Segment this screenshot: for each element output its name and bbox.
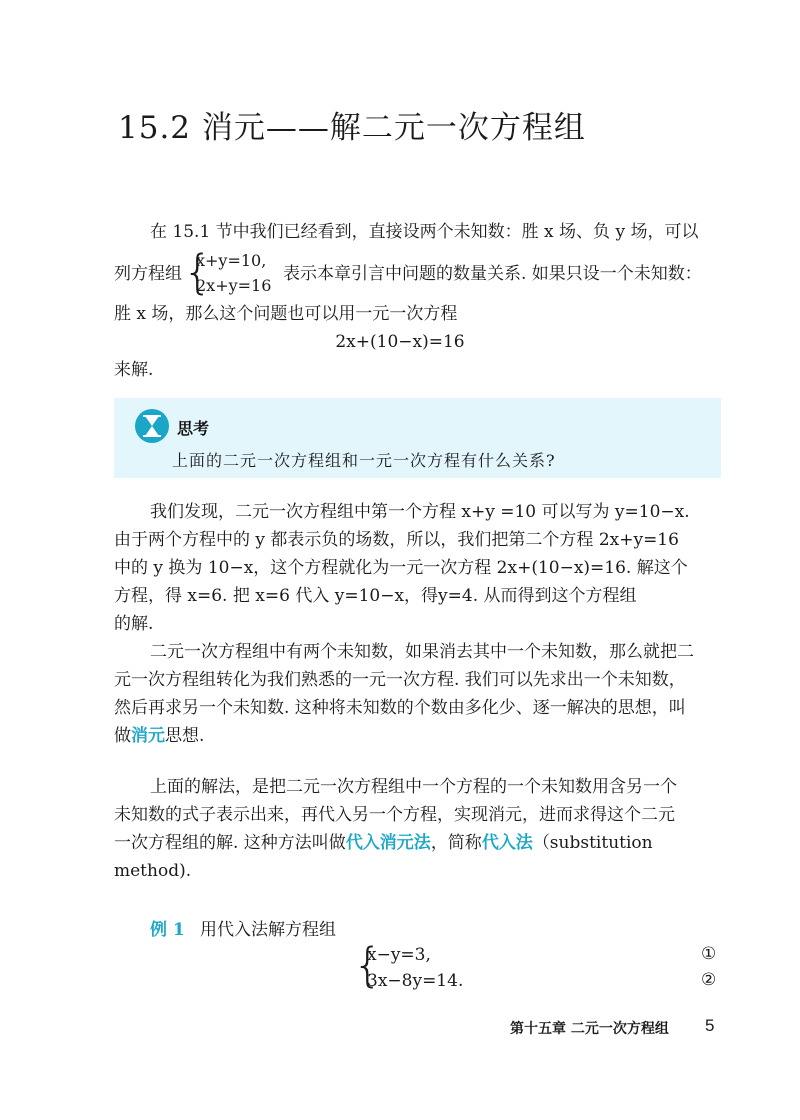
text-line [114, 831, 653, 855]
term-substitution-elimination: 代入消元法 [345, 833, 431, 853]
text-span: 一次方程组的解. 这种方法叫做 [114, 833, 346, 853]
think-question: 上面的二元一次方程组和一元一次方程有什么关系? [172, 451, 556, 470]
page-title: 15.2 消元——解二元一次方程组 [118, 110, 586, 146]
text-span: （substitution [532, 833, 653, 853]
text-line: method). [114, 861, 192, 881]
text-line: 方程，得 x=6. 把 x=6 代入 y=10−x，得y=4. 从而得到这个方程组 [114, 586, 637, 606]
text-line: 胜 x 场，那么这个问题也可以用一元一次方程 [114, 304, 458, 324]
equation-marker: ① [701, 944, 717, 964]
system-brace: { [353, 938, 383, 992]
text-line: 元一次方程组转化为我们熟悉的一元一次方程. 我们可以先求出一个未知数， [114, 670, 686, 690]
text-line [114, 724, 204, 748]
text-line: 的解. [114, 614, 154, 634]
equation-marker: ② [701, 970, 717, 990]
text-span: ，简称 [430, 833, 482, 853]
chapter-footer: 第十五章 二元一次方程组 [510, 1021, 669, 1037]
system-equation: 2x+y=16 [196, 276, 272, 295]
think-heading: 思考 [177, 419, 210, 438]
text-line: 我们发现，二元一次方程组中第一个方程 x+y =10 可以写为 y=10−x. [150, 502, 690, 522]
text-span: 做 [114, 726, 131, 746]
page-number: 5 [705, 1016, 715, 1035]
text-line: 然后再求另一个未知数. 这种将未知数的个数由多化少、逐一解决的思想，叫 [114, 698, 686, 718]
equation: 2x+(10−x)=16 [335, 332, 465, 352]
term-substitution: 代入法 [481, 833, 533, 853]
think-box [114, 398, 721, 478]
text-line: 二元一次方程组中有两个未知数，如果消去其中一个未知数，那么就把二 [150, 642, 694, 662]
text-line: 由于两个方程中的 y 都表示负的场数，所以，我们把第二个方程 2x+y=16 [114, 530, 679, 550]
hourglass-icon [134, 408, 170, 444]
system-equation: x+y=10, [196, 251, 267, 270]
term-elimination: 消元 [131, 726, 165, 746]
text-line: 中的 y 换为 10−x，这个方程就化为一元一次方程 2x+(10−x)=16. 解这个 [114, 558, 688, 578]
example-text: 用代入法解方程组 [200, 920, 336, 940]
text-line: 在 15.1 节中我们已经看到，直接设两个未知数：胜 x 场、负 y 场，可以 [150, 222, 699, 242]
system-brace: { [183, 245, 213, 299]
text-line: 表示本章引言中问题的数量关系. 如果只设一个未知数： [283, 264, 702, 284]
text-line: 来解. [114, 360, 154, 380]
text-line: 列方程组 [114, 264, 182, 284]
example-label: 例 1 [150, 920, 185, 940]
system-equation: 3x−8y=14. [367, 971, 464, 991]
system-equation: x−y=3, [367, 945, 431, 965]
text-line: 上面的解法，是把二元一次方程组中一个方程的一个未知数用含另一个 [150, 777, 677, 797]
text-span: 思想. [165, 726, 205, 746]
text-line: 未知数的式子表示出来，再代入另一个方程，实现消元，进而求得这个二元 [114, 805, 675, 825]
